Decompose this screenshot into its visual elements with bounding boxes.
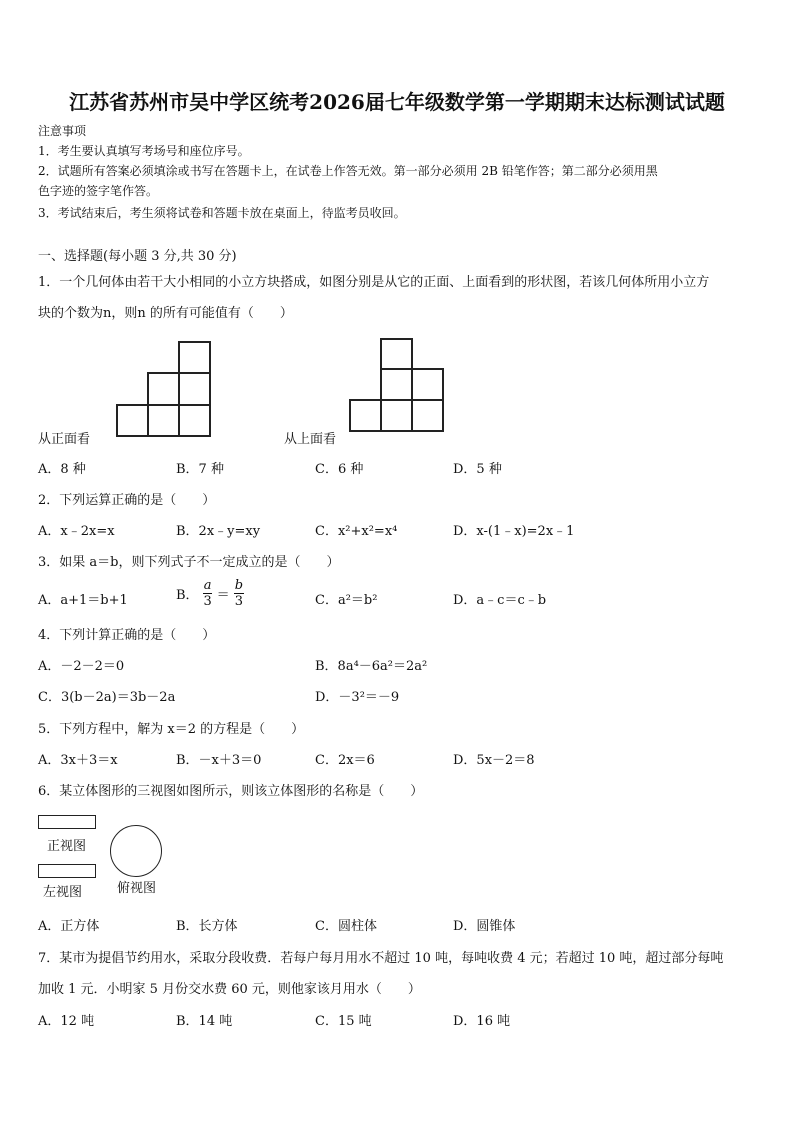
left-view-rectangle	[38, 864, 96, 878]
option-b: B．14 吨	[176, 1014, 233, 1029]
notice-item: 色字迹的签字笔作答。	[38, 184, 159, 198]
option-b: B．8a⁴－6a²＝2a²	[315, 659, 428, 674]
option-c: C．2x＝6	[315, 753, 375, 768]
option-d: D．5 种	[453, 462, 502, 477]
question-6-stem: 6．某立体图形的三视图如图所示，则该立体图形的名称是（ ）	[38, 784, 424, 799]
option-d: D．－3²＝－9	[315, 690, 400, 705]
option-d: D．16 吨	[453, 1014, 511, 1029]
option-a: A．12 吨	[38, 1014, 95, 1029]
question-7-stem: 7．某市为提倡节约用水，采取分段收费．若每户每月用水不超过 10 吨，每吨收费 4 元；若超过 10 吨，超过部分每吨	[38, 951, 724, 966]
question-5-stem: 5．下列方程中，解为 x＝2 的方程是（ ）	[38, 722, 305, 737]
question-1-stem: 块的个数为n，则n 的所有可能值有（ ）	[38, 306, 293, 321]
option-d: D．5x－2＝8	[453, 753, 535, 768]
front-view-label: 从正面看	[38, 432, 91, 447]
option-b: B．－x＋3＝0	[176, 753, 262, 768]
left-view-label: 左视图	[43, 885, 83, 900]
option-c: C．a²＝b²	[315, 593, 378, 608]
option-a: A．x﹣2x=x	[38, 524, 115, 539]
option-b: B．2x﹣y=xy	[176, 524, 261, 539]
option-c: C．x²+x²=x⁴	[315, 524, 398, 539]
notice-item: 2．试题所有答案必须填涂或书写在答题卡上，在试卷上作答无效。第一部分必须用 2B 铅笔作答；第二部分必须用黑	[38, 164, 658, 178]
option-d: D．圆锥体	[453, 919, 516, 934]
fraction-b-over-3: $\frac{b}{3}$	[234, 578, 244, 609]
page-title: 江苏省苏州市吴中学区统考2026届七年级数学第一学期期末达标测试试题	[69, 90, 725, 114]
option-c: C．6 种	[315, 462, 364, 477]
option-d: D．x-(1﹣x)=2x﹣1	[453, 524, 575, 539]
notice-heading: 注意事项	[38, 124, 87, 138]
front-view-rectangle	[38, 815, 96, 829]
option-a: A．8 种	[38, 462, 86, 477]
notice-item: 1．考生要认真填写考场号和座位序号。	[38, 144, 250, 158]
option-c: C．3(b－2a)＝3b－2a	[38, 690, 176, 705]
option-a: A．正方体	[38, 919, 100, 934]
option-a: A．－2－2＝0	[38, 659, 125, 674]
top-view-label: 从上面看	[284, 432, 337, 447]
fraction-a-over-3: $\frac{a}{3}$	[203, 578, 212, 609]
top-view-circle	[110, 825, 162, 877]
section-heading: 一、选择题(每小题 3 分,共 30 分)	[38, 249, 237, 264]
option-b: B． $\frac{a}{3}$ ＝ $\frac{b}{3}$	[176, 578, 244, 609]
question-2-stem: 2．下列运算正确的是（ ）	[38, 493, 216, 508]
question-3-stem: 3．如果 a＝b，则下列式子不一定成立的是（ ）	[38, 555, 340, 570]
option-b: B．长方体	[176, 919, 238, 934]
question-1-stem: 1．一个几何体由若干大小相同的小立方块搭成，如图分别是从它的正面、上面看到的形状图，若该几何体所用小立方	[38, 275, 710, 290]
top-view-label: 俯视图	[117, 881, 157, 896]
question-7-stem: 加收 1 元．小明家 5 月份交水费 60 元，则他家该月用水（ ）	[38, 982, 421, 997]
option-c: C．15 吨	[315, 1014, 372, 1029]
option-a: A．3x＋3＝x	[38, 753, 118, 768]
option-a: A．a+1＝b+1	[38, 593, 128, 608]
front-view-label: 正视图	[47, 839, 87, 854]
question-4-stem: 4．下列计算正确的是（ ）	[38, 628, 216, 643]
option-d: D．a﹣c＝c﹣b	[453, 593, 547, 608]
notice-item: 3．考试结束后，考生须将试卷和答题卡放在桌面上，待监考员收回。	[38, 206, 406, 220]
option-c: C．圆柱体	[315, 919, 377, 934]
option-b: B．7 种	[176, 462, 224, 477]
